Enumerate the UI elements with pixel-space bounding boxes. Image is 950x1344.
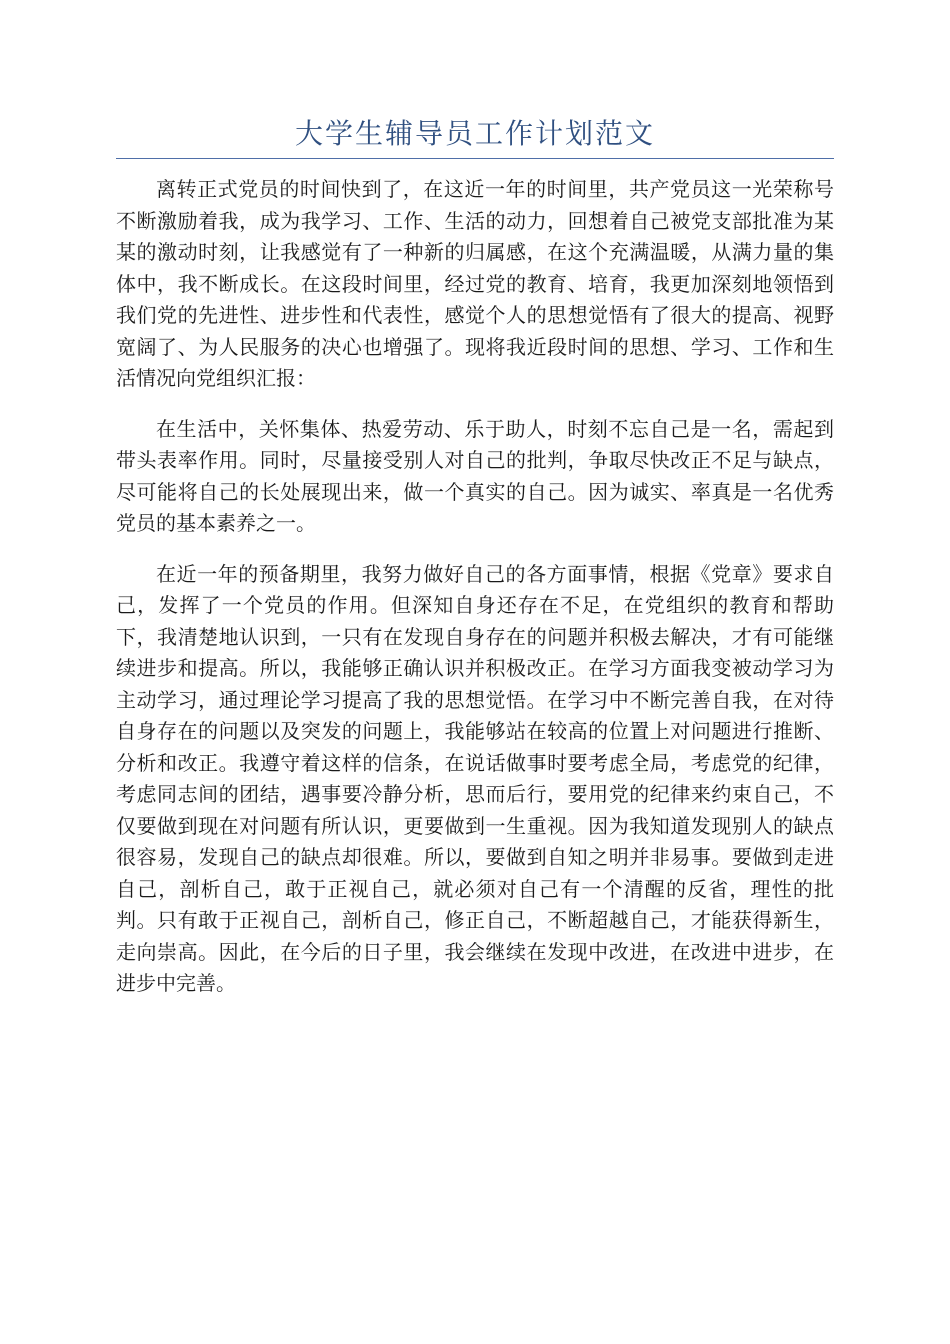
title-block: [116, 112, 834, 159]
document-title: 大学生辅导员工作计划范文: [294, 117, 655, 150]
paragraph-1: 离转正式党员的时间快到了，在这近一年的时间里，共产党员这一光荣称号不断激励着我，成为我学习、工作、生活的动力，回想着自己被党支部批准为某某的激动时刻，让我感觉有了一种新的归属感，在这个充满温暖，从满力量的集体中，我不断成长。在这段时间里，经过党的教育、培育，我更加深刻地领悟到我们党的先进性、进步性和代表性，感觉个人的思想觉悟有了很大的提高、视野宽阔了、为人民服务的决心也增强了。现将我近段时间的思想、学习、工作和生活情况向党组织汇报：: [116, 177, 834, 390]
document-body: [116, 174, 834, 1019]
paragraph-3: 在近一年的预备期里，我努力做好自己的各方面事情，根据《党章》要求自己，发挥了一个党员的作用。但深知自身还存在不足，在党组织的教育和帮助下，我清楚地认识到，一只有在发现自身存在的问题并积极去解决，才有可能继续进步和提高。所以，我能够正确认识并积极改正。在学习方面我变被动学习为主动学习，通过理论学习提高了我的思想觉悟。在学习中不断完善自我，在对待自身存在的问题以及突发的问题上，我能够站在较高的位置上对问题进行推断、分析和改正。我遵守着这样的信条，在说话做事时要考虑全局，考虑党的纪律，考虑同志间的团结，遇事要冷静分析，思而后行，要用党的纪律来约束自己，不仅要做到现在对问题有所认识，更要做到一生重视。因为我知道发现别人的缺点很容易，发现自己的缺点却很难。所以，要做到自知之明并非易事。要做到走进自己，剖析自己，敢于正视自己，就必须对自己有一个清醒的反省，理性的批判。只有敢于正视自己，剖析自己，修正自己，不断超越自己，才能获得新生，走向崇高。因此，在今后的日子里，我会继续在发现中改进，在改进中进步，在进步中完善。: [116, 561, 834, 995]
paragraph-2: 在生活中，关怀集体、热爱劳动、乐于助人，时刻不忘自己是一名，需起到带头表率作用。同时，尽量接受别人对自己的批判，争取尽快改正不足与缺点，尽可能将自己的长处展现出来，做一个真实的自己。因为诚实、率真是一名优秀党员的基本素养之一。: [116, 416, 834, 535]
